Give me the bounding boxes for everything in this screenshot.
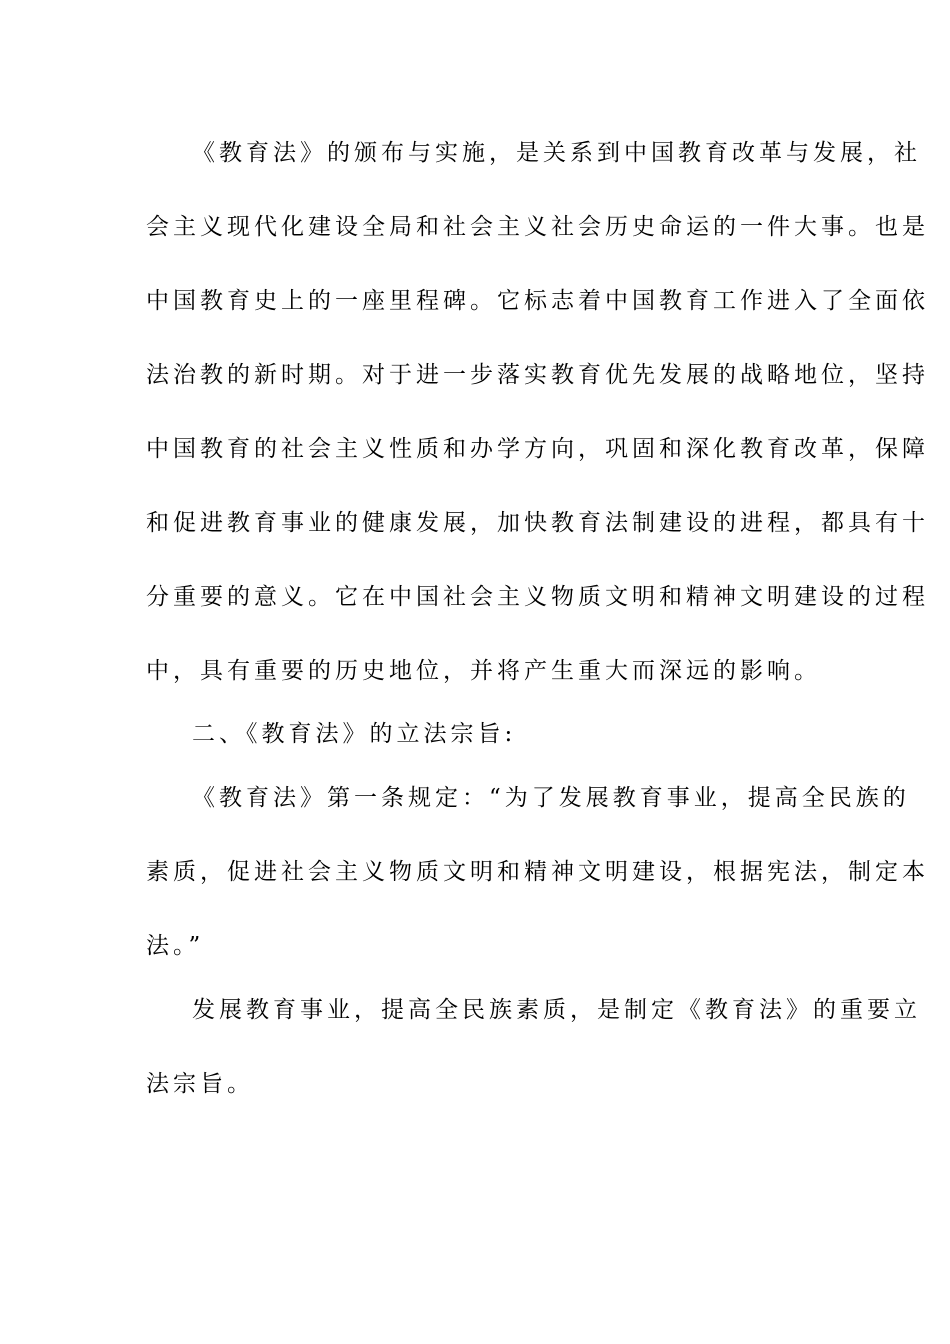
paragraph-line: 中，具有重要的历史地位，并将产生重大而深远的影响。: [146, 658, 821, 684]
section-heading: 二、《教育法》的立法宗旨:: [192, 721, 517, 747]
paragraph-line: 《教育法》第一条规定：“为了发展教育事业，提高全民族的: [192, 785, 910, 811]
paragraph-line: 素质，促进社会主义物质文明和精神文明建设，根据宪法，制定本: [146, 859, 929, 885]
paragraph-line: 发展教育事业，提高全民族素质，是制定《教育法》的重要立: [192, 997, 921, 1023]
paragraph-line: 法宗旨。: [146, 1071, 254, 1097]
paragraph-line: 和促进教育事业的健康发展，加快教育法制建设的进程，都具有十: [146, 510, 929, 536]
paragraph-line: 分重要的意义。它在中国社会主义物质文明和精神文明建设的过程: [146, 584, 929, 610]
paragraph-line: 会主义现代化建设全局和社会主义社会历史命运的一件大事。也是: [146, 214, 929, 240]
paragraph-line: 法治教的新时期。对于进一步落实教育优先发展的战略地位，坚持: [146, 362, 929, 388]
paragraph-line: 《教育法》的颁布与实施，是关系到中国教育改革与发展，社: [192, 140, 921, 166]
paragraph-line: 中国教育的社会主义性质和办学方向，巩固和深化教育改革，保障: [146, 436, 929, 462]
paragraph-line: 法。”: [146, 933, 205, 959]
paragraph-line: 中国教育史上的一座里程碑。它标志着中国教育工作进入了全面依: [146, 288, 929, 314]
